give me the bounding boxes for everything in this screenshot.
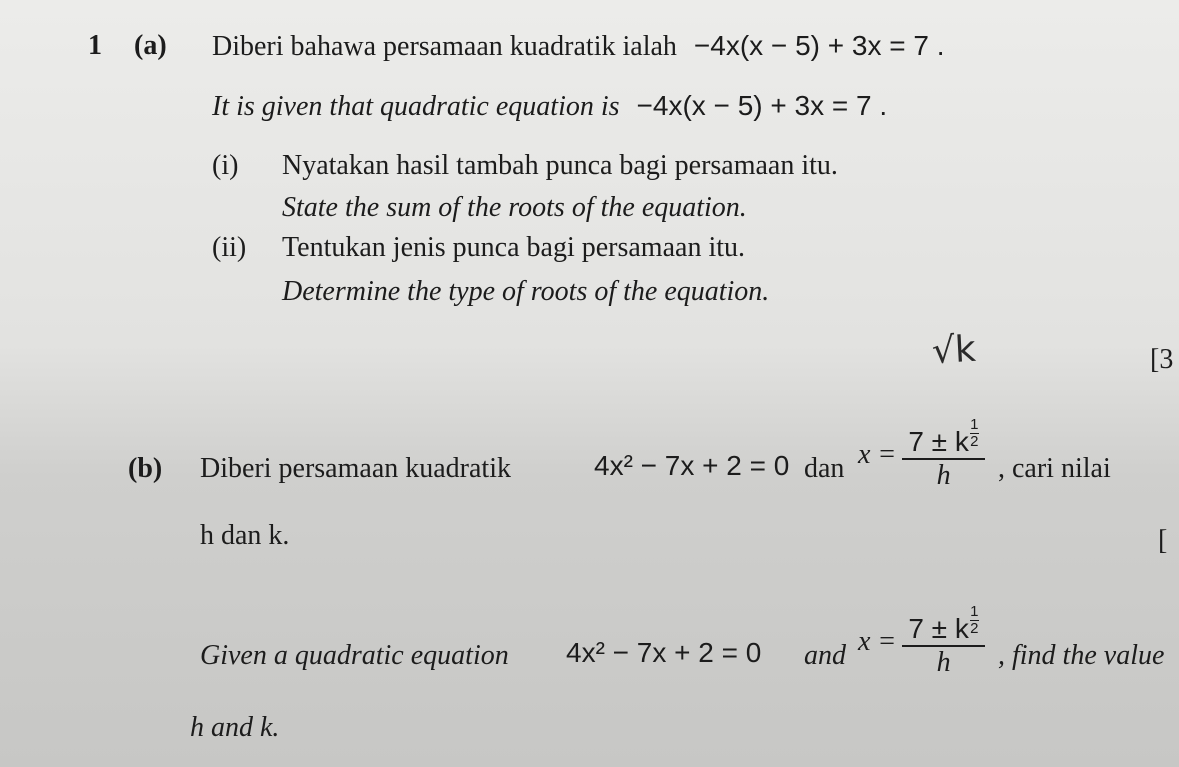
part-b-ms-text-3: , cari nilai [998,453,1111,484]
question-number: 1 [88,30,102,61]
part-b-ms-text-2: dan [804,453,845,484]
intro-ms-equation: −4x(x − 5) + 3x = 7 . [693,30,945,61]
fraction-body-en [902,605,985,679]
part-b-marks: [ [1158,525,1168,556]
fraction-denominator: h [936,460,951,491]
fraction-lhs: x = [858,439,897,470]
intro-en-text: It is given that quadratic equation is [212,91,620,122]
part-b-en-text-1: Given a quadratic equation [200,640,509,671]
numerator-text: 7 ± k [908,426,969,457]
part-b-en-text-3: , find the value [998,640,1165,671]
exp-num-en: 1 [970,603,979,620]
part-b-en-fraction [858,605,985,679]
half-exponent-en [970,605,979,636]
fraction-numerator [902,418,985,458]
half-exponent [970,418,979,449]
part-b-ms-equation: 4x² − 7x + 2 = 0 [594,450,790,481]
part-a-marks: [3 [1150,344,1174,375]
part-a-label: (a) [134,30,167,61]
fraction-lhs-en: x = [858,626,897,657]
part-a-intro-en [212,90,887,123]
sub-i-en: State the sum of the roots of the equation. [282,192,747,223]
part-a-intro-ms [212,30,944,63]
part-b-en-text-2: and [804,640,846,671]
intro-en-equation: −4x(x − 5) + 3x = 7 . [636,90,888,121]
part-b-ms-sentence [200,453,511,485]
sub-i-label: (i) [212,150,239,181]
part-b-label: (b) [128,453,163,484]
part-b-ms-text-4: h dan k. [200,520,290,551]
part-b-ms-fraction [858,418,985,492]
exp-den: 2 [970,433,979,450]
sub-ii-label: (ii) [212,232,247,263]
exp-den-en: 2 [970,620,979,637]
handwritten-sqrt-k-note: √k [930,328,977,373]
fraction-body [902,418,985,492]
fraction-numerator-en [902,605,985,645]
sub-ii-en: Determine the type of roots of the equation. [282,276,770,307]
part-b-en-equation: 4x² − 7x + 2 = 0 [566,637,762,668]
sub-i-ms: Nyatakan hasil tambah punca bagi persamaan itu. [282,150,838,181]
part-b-en-text-4: h and k. [190,712,280,743]
exp-num: 1 [970,416,979,433]
numerator-text-en: 7 ± k [908,613,969,644]
fraction-denominator-en: h [936,647,951,678]
intro-ms-text: Diberi bahawa persamaan kuadratik ialah [212,31,677,62]
part-b-ms-text-1: Diberi persamaan kuadratik [200,453,511,484]
sub-ii-ms: Tentukan jenis punca bagi persamaan itu. [282,232,745,263]
